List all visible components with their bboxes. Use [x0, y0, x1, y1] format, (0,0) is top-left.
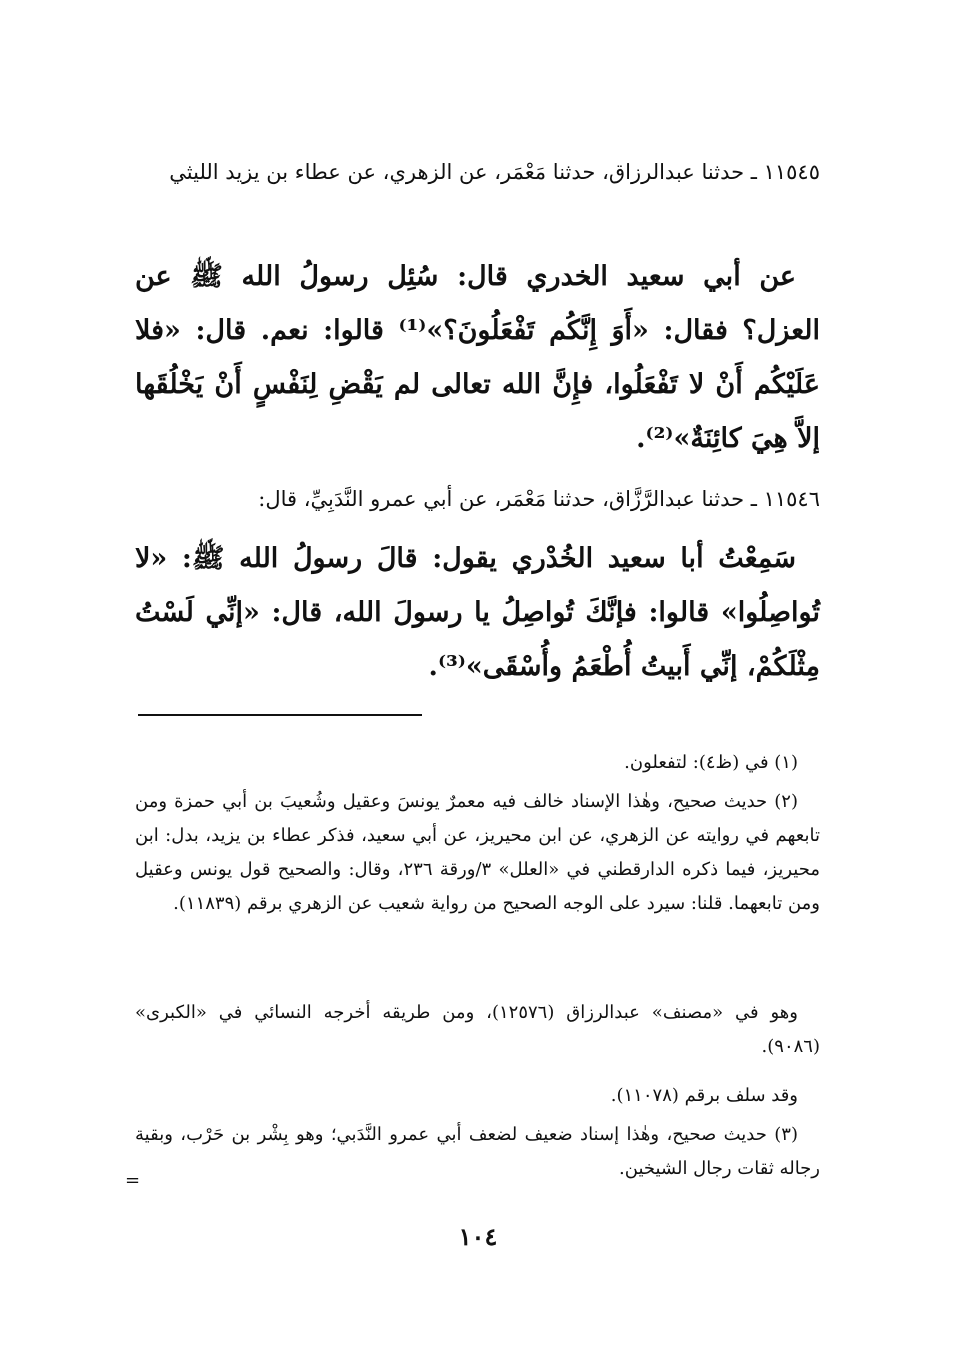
footnote-2-crossref-text: وقد سلف برقم (١١٠٧٨).	[610, 1085, 798, 1106]
footnote-3-text: (٣) حديث صحيح، وهٰذا إسناد ضعيف لضعف أبي عمرو النَّدَبي؛ وهو بِشْر بن حَرْب، وبقية رجاله ثقات رجال الشيخين.	[135, 1124, 820, 1179]
hadith-11546-isnad: ١١٥٤٦ ـ حدثنا عبدالرَّزَّاق، حدثنا مَعْمَر، عن أبي عمرو النَّدَبِيِّ، قال:	[258, 487, 820, 511]
footnote-2	[135, 785, 820, 921]
footnote-2-source	[135, 996, 820, 1064]
footnote-1	[135, 746, 820, 780]
hadith-11546-matn	[135, 532, 820, 694]
footnote-2-text: (٢) حديث صحيح، وهٰذا الإسناد خالف فيه معمرٌ يونسَ وعقيل وشُعيبَ بن أبي حمزة ومن تابعهم في روايته عن الزهري، عن ابن محيريز، عن أبي سعيد، فذكر عطاء بن يزيد، بدل: ابن محيريز، فيما ذكره الدارقطني في «العلل» ٣/ورقة ٢٣٦، وقال: والصحيح قول يونس وعقيل ومن تابعهما. قلنا: سيرد على الوجه الصحيح من رواية شعيب عن الزهري برقم (١١٨٣٩).	[135, 791, 820, 914]
hadith-11546-matn-text: سَمِعْتُ أبا سعيد الخُدْري يقول: قالَ رسولُ الله ﷺ: «لا تُواصِلُوا» قالوا: فإنَّكَ تُواصِلُ يا رسولَ الله، قال: «إنِّي لَسْتُ مِثْلَكُمْ، إنِّي أَبيتُ أُطْعَمُ وأُسْقَى»⁽³⁾.	[135, 543, 820, 682]
hadith-11545-matn	[135, 250, 820, 466]
footnote-separator	[138, 714, 422, 716]
page-number: ١٠٤	[458, 1222, 498, 1251]
footnote-2-crossref	[135, 1079, 820, 1113]
continuation-mark: =	[125, 1170, 141, 1191]
footnote-2-source-text: وهو في «مصنف» عبدالرزاق (١٢٥٧٦)، ومن طريقه أخرجه النسائي في «الكبرى» (٩٠٨٦).	[135, 1002, 820, 1057]
hadith-11545-matn-text: عن أبي سعيد الخدري قال: سُئِل رسولُ الله ﷺ عن العزل؟ فقال: «أَوَ إِنَّكُم تَفْعَلُونَ؟»⁽¹⁾ قالوا: نعم. قال: «فلا عَلَيْكُم أَنْ لا تَفْعَلُوا، فإِنَّ الله تعالى لم يَقْضِ لِنَفْسٍ أَنْ يَخْلُقَها إلاَّ هِيَ كائِنَةٌ»⁽²⁾.	[135, 261, 820, 454]
hadith-11545-isnad: ١١٥٤٥ ـ حدثنا عبدالرزاق، حدثنا مَعْمَر، عن الزهري، عن عطاء بن يزيد الليثي	[169, 160, 820, 184]
footnote-1-text: (١) في (ظ٤): لتفعلون.	[624, 752, 798, 773]
footnote-3	[135, 1118, 820, 1186]
